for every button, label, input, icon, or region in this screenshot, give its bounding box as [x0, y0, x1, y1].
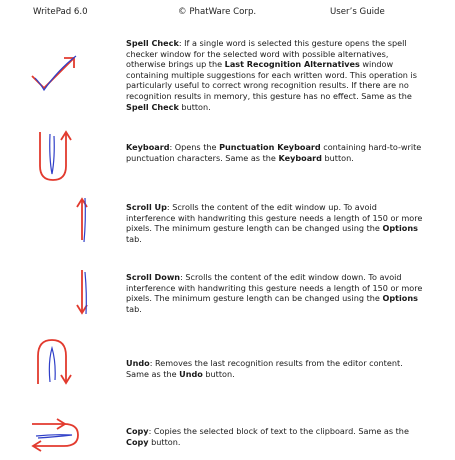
keyboard-text-3: button.	[321, 152, 354, 163]
arrow-down-gesture-icon	[28, 268, 88, 318]
copy-ref-1: Copy	[126, 436, 149, 447]
copy-description	[126, 426, 424, 447]
undo-text-2: button.	[202, 368, 235, 379]
keyboard-title: Keyboard	[126, 142, 170, 152]
arrow-up-gesture-icon	[28, 196, 88, 244]
scroll-down-text-1: : Scrolls the content of the edit window down. To avoid interference with handwriting this gesture needs a length of 150 or more pixels. The minimum gesture length can be changed using the	[126, 272, 423, 304]
spell-check-text-3: button.	[178, 101, 211, 112]
keyboard-text-2: containing hard-to-write punctuation characters. Same as the	[126, 142, 422, 163]
spell-check-ref-1: Last Recognition Alternatives	[224, 59, 360, 70]
scroll-down-description	[126, 272, 424, 314]
keyboard-description	[126, 142, 424, 163]
scroll-up-description	[126, 202, 424, 244]
down-up-loop-gesture-icon	[28, 128, 88, 184]
header-company: © PhatWare Corp.	[178, 7, 257, 17]
spell-check-text-2: window containing multiple suggestions for each written word. This operation is particularly useful to correct wrong recognition results. If there are no recognition results in memory, this gesture has no effect. Same as the	[126, 59, 417, 101]
page-header	[0, 7, 455, 21]
scroll-up-text-2: tab.	[126, 233, 142, 244]
up-down-loop-gesture-icon	[28, 336, 88, 388]
spell-check-description	[126, 38, 424, 112]
scroll-up-text-1: : Scrolls the content of the edit window up. To avoid interference with handwriting this gesture needs a length of 150 or more pixels. The minimum gesture length can be changed using the	[126, 202, 423, 234]
scroll-down-text-2: tab.	[126, 303, 142, 314]
keyboard-ref-2: Keyboard	[278, 152, 322, 163]
spell-check-text-1: : If a single word is selected this gesture opens the spell checker window for the selected word with possible alternatives, otherwise brings up the	[126, 38, 407, 70]
header-doc-title: User’s Guide	[330, 7, 385, 17]
undo-title: Undo	[126, 358, 150, 368]
scroll-up-ref-1: Options	[382, 223, 418, 234]
copy-text-1: : Copies the selected block of text to the clipboard. Same as the	[148, 426, 409, 436]
undo-text-1: : Removes the last recognition results from the editor content. Same as the	[126, 358, 403, 379]
right-left-loop-gesture-icon	[28, 418, 88, 452]
scroll-up-title: Scroll Up	[126, 202, 167, 212]
keyboard-text-1: : Opens the	[169, 142, 220, 152]
header-app-name: WritePad 6.0	[33, 7, 88, 17]
scroll-down-ref-1: Options	[382, 293, 418, 304]
copy-text-2: button.	[148, 436, 181, 447]
scroll-down-title: Scroll Down	[126, 272, 181, 282]
spell-check-title: Spell Check	[126, 38, 179, 48]
keyboard-ref-1: Punctuation Keyboard	[219, 142, 321, 152]
copy-title: Copy	[126, 426, 149, 436]
undo-ref-1: Undo	[179, 368, 203, 379]
undo-description	[126, 358, 424, 379]
spell-check-ref-2: Spell Check	[126, 101, 179, 112]
checkmark-gesture-icon	[28, 52, 88, 94]
